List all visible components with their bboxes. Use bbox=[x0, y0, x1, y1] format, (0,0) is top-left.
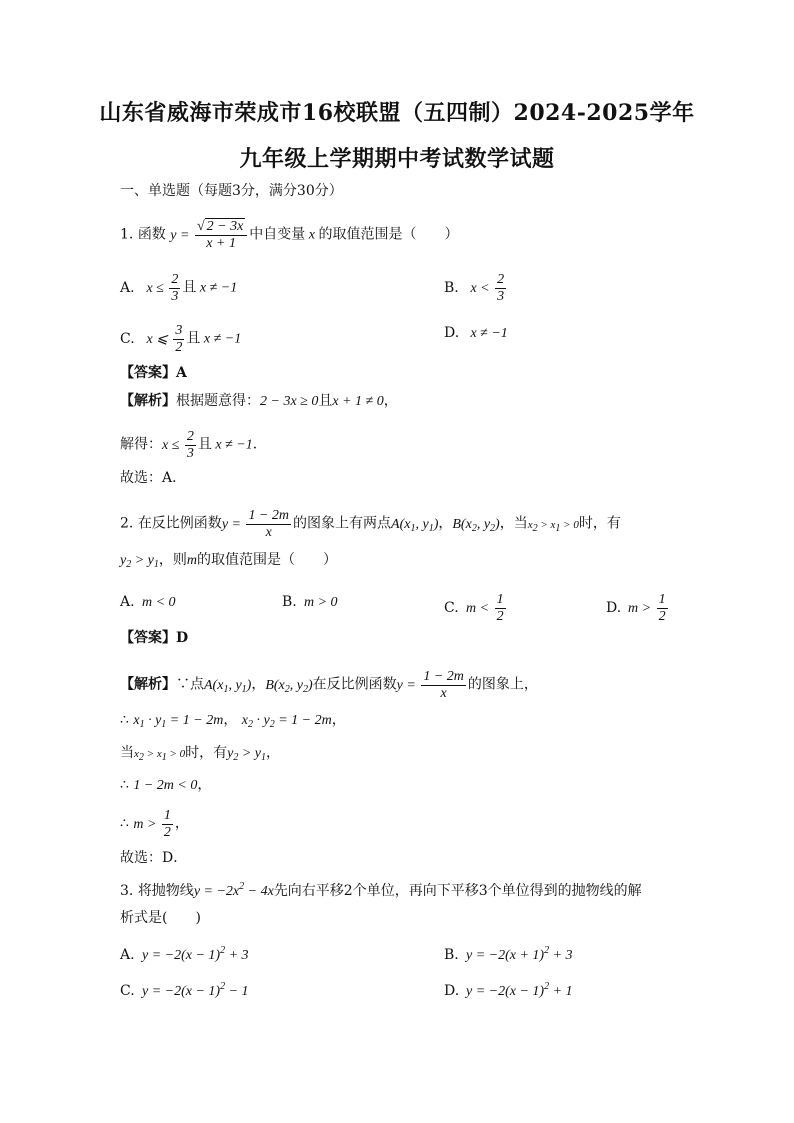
q1-answer: 【答案】A bbox=[120, 365, 187, 381]
title-line-2: 九年级上学期期中考试数学试题 bbox=[239, 146, 555, 172]
q3-option-d: D. $y = -2(x - 1)^2 + 1$ bbox=[444, 981, 573, 999]
q1-option-d: D. x ≠ −1 bbox=[444, 325, 508, 341]
q2-answer: 【答案】D bbox=[120, 630, 189, 646]
q2-stem: 2. 在反比例函数y = $\frac{1 - 2m}{x}$ 的图象上有两点$A(x_1$, $y_1$)，$B(x_2$, $y_2$)，当x2 > x1 > 0时，有 bbox=[120, 508, 621, 540]
q1-solution: 解得：x ≤ $\frac{2}{3}$ 且 x ≠ −1． bbox=[120, 429, 267, 461]
q2-final: 故选：D． bbox=[120, 850, 188, 866]
q3-option-c: C. $y = -2(x - 1)^2 - 1$ bbox=[120, 981, 249, 999]
q2-option-b: B. m > 0 bbox=[282, 594, 338, 610]
q1-option-a: A. x ≤ $\frac{2}{3}$ 且 x ≠ −1 bbox=[120, 272, 238, 304]
q2-stem-2: $y_2 > y_1$，则m的取值范围是（ ） bbox=[120, 552, 338, 570]
q3-option-b: B. $y = -2(x + 1)^2 + 3$ bbox=[444, 945, 573, 963]
q2-option-a: A. m < 0 bbox=[120, 594, 176, 610]
q3-stem-2: 析式是( ) bbox=[120, 910, 201, 926]
q2-step-3: ∴ 1 − 2m < 0， bbox=[120, 777, 212, 793]
section-heading: 一、单选题（每题3分，满分30分） bbox=[120, 183, 343, 199]
q1-option-c: C. x ⩽ $\frac{3}{2}$ 且 x ≠ −1 bbox=[120, 323, 242, 355]
q1-function: y = $\frac{√ 2 - 3x}{x + 1}$ bbox=[170, 228, 249, 243]
q3-stem: 3. 将抛物线$y = -2x^2 - 4x$先向右平移2个单位，再向下平移3个单位得到的抛物线的解 bbox=[120, 881, 642, 899]
title-line-1: 山东省威海市荣成市16校联盟（五四制）2024-2025学年 bbox=[99, 100, 695, 126]
q3-option-a: A. $y = -2(x - 1)^2 + 3$ bbox=[120, 945, 249, 963]
q2-option-c: C. m < $\frac{1}{2}$ bbox=[444, 592, 504, 624]
q1-option-b: B. x < $\frac{2}{3}$ bbox=[444, 272, 505, 304]
q1-stem: 1. 函数 y = $\frac{√ 2 - 3x}{x + 1}$ 中自变量 x 的取值范围是（ ） bbox=[120, 219, 459, 251]
q2-step-4: ∴ m > $\frac{1}{2}$ ， bbox=[120, 808, 189, 840]
q1-final: 故选：A． bbox=[120, 470, 187, 486]
q2-explanation: 【解析】∵点$A(x_1$, $y_1$)，$B(x_2$, $y_2$)在反比例函数y = $\frac{1 - 2m}{x}$ 的图象上， bbox=[120, 669, 538, 701]
q2-step-1: ∴ $x_1 \cdot y_1 = 1 - 2m$， $x_2 \cdot y_2 = 1 - 2m$， bbox=[120, 712, 346, 730]
q2-option-d: D. m > $\frac{1}{2}$ bbox=[606, 592, 666, 624]
q2-step-2: 当x2 > x1 > 0时，有$y_2 > y_1$， bbox=[120, 745, 281, 763]
q1-explanation: 【解析】根据题意得：2 − 3x ≥ 0且x + 1 ≠ 0， bbox=[120, 393, 398, 409]
